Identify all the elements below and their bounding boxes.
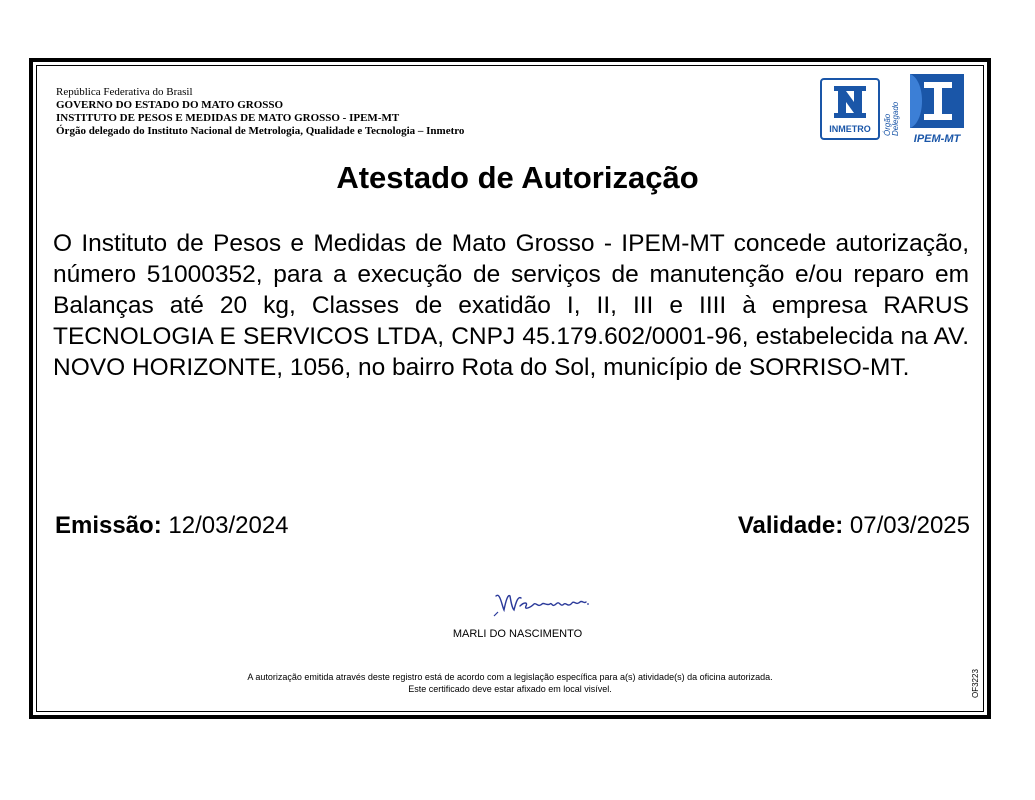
signer-name: MARLI DO NASCIMENTO [452, 628, 583, 640]
handwritten-signature [490, 588, 600, 618]
issue-date [55, 512, 289, 540]
footer-notice [0, 671, 1020, 695]
issue-date-value: 12/03/2024 [168, 512, 289, 539]
svg-text:Delegado: Delegado [891, 101, 900, 136]
validity-date-label: Validade: [737, 512, 844, 539]
svg-text:INMETRO: INMETRO [829, 124, 871, 134]
ipem-mt-logo [906, 72, 968, 146]
footer-line-display: Este certificado deve estar afixado em local visível. [408, 684, 612, 694]
header-institute: INSTITUTO DE PESOS E MEDIDAS DE MATO GROSSO - IPEM-MT [56, 112, 400, 124]
form-code: OF3223 [971, 669, 980, 698]
issue-date-label: Emissão: [55, 512, 162, 539]
authorization-statement: O Instituto de Pesos e Medidas de Mato Grosso - IPEM-MT concede autorização, número 51000352, para a execução de serviços de manutenção e/ou reparo em Balanças até 20 kg, Classes de exatidão I, II, III e IIII à empresa RARUS TECNOLOGIA E SERVICOS LTDA, CNPJ 45.179.602/0001-96, estabelecida na AV. NOVO HORIZONTE, 1056, no bairro Rota do Sol, município de SORRISO-MT. [53, 230, 969, 381]
inmetro-logo [820, 78, 900, 142]
header-republic: República Federativa do Brasil [56, 86, 193, 98]
header-government: GOVERNO DO ESTADO DO MATO GROSSO [56, 99, 284, 111]
government-header [56, 86, 464, 138]
footer-line-legislation: A autorização emitida através deste registro está de acordo com a legislação específica para a(s) atividade(s) da oficina autorizada. [247, 672, 773, 682]
validity-date [738, 512, 970, 540]
svg-text:IPEM-MT: IPEM-MT [913, 133, 961, 145]
header-delegated-body: Órgão delegado do Instituto Nacional de Metrologia, Qualidade e Tecnologia – Inmetro [56, 125, 465, 137]
svg-text:Órgão: Órgão [883, 113, 892, 136]
certificate-title: Atestado de Autorização [336, 160, 699, 195]
validity-date-value: 07/03/2025 [849, 512, 970, 539]
